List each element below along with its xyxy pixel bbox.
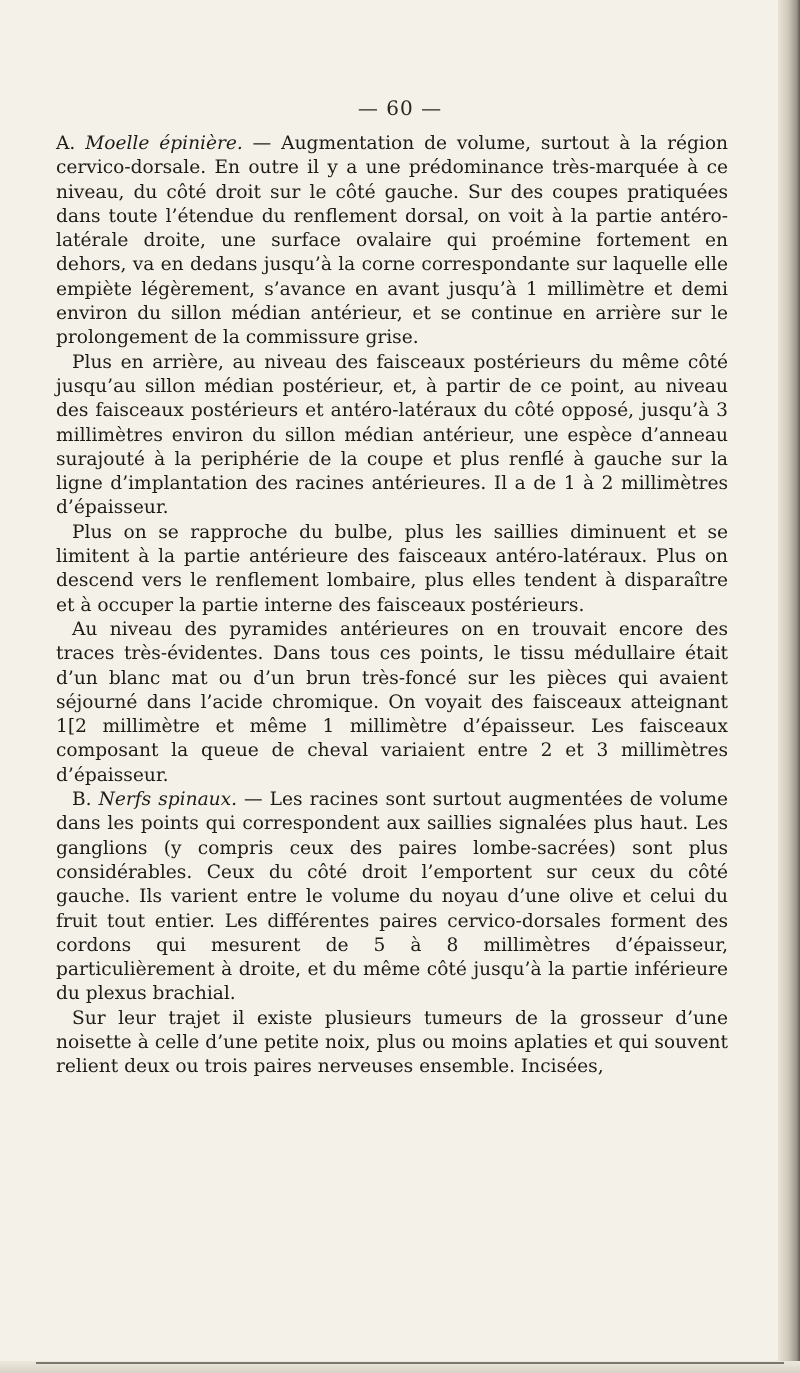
paragraph-moelle-epiniere (56, 132, 728, 351)
paragraph: Plus on se rapproche du bulbe, plus les saillies diminuent et se limitent à la partie antérieure des faisceaux antéro-latéraux. Plus on descend vers le renflement lombaire, plus elles tendent à disparaître et à occuper la partie interne des faisceaux postérieurs. (56, 521, 728, 616)
paragraph-text: — Augmentation de volume, surtout à la région cervico-dorsale. En outre il y a une prédominance très-marquée à ce niveau, du côté droit sur le côté gauche. Sur des coupes pratiquées dans toute l’étendue du renflement dorsal, on voit à la partie antéro-latérale droite, une surface ovalaire qui proémine fortement en dehors, va en dedans jusqu’à la corne correspondante sur laquelle elle empiète légèrement, s’avance en avant jusqu’à 1 millimètre et demi environ du sillon médian antérieur, et se continue en arrière sur le prolongement de la commissure grise. (56, 133, 729, 349)
body-text (56, 132, 728, 1080)
page-number: — 60 — (357, 96, 443, 120)
paragraph: Plus en arrière, au niveau des faisceaux postérieurs du même côté jusqu’au sillon médian postérieur, et, à partir de ce point, au niveau des faisceaux postérieurs et antéro-latéraux du côté opposé, jusqu’à 3 millimètres environ du sillon médian antérieur, une espèce d’anneau surajouté à la periphérie de la coupe et plus renflé à gauche sur la ligne d’implantation des racines antérieures. Il a de 1 à 2 millimètres d’épaisseur. (56, 351, 728, 519)
paragraph-text: — Les racines sont surtout augmentées de volume dans les points qui correspondent aux saillies signalées plus haut. Les ganglions (y compris ceux des paires lombe-sacrées) sont plus considérables. Ceux du côté droit l’emportent sur ceux du côté gauche. Ils varient entre le volume du noyau d’une olive et celui du fruit tout entier. Les différentes paires cervico-dorsales forment des cordons qui mesurent de 5 à 8 millimètres d’épaisseur, particulièrement à droite, et du même côté jusqu’à la partie inférieure du plexus brachial. (56, 789, 728, 1005)
paragraph: Au niveau des pyramides antérieures on en trouvait encore des traces très-évidentes. Dans tous ces points, le tissu médullaire était d’un blanc mat ou d’un brun très-foncé sur les pièces qui avaient séjourné dans l’acide chromique. On voyait des faisceaux atteignant 1[2 millimètre et même 1 millimètre d’épaisseur. Les faisceaux composant la queue de cheval variaient entre 2 et 3 millimètres d’épaisseur. (56, 618, 728, 786)
bottom-rule (36, 1362, 784, 1364)
section-marker: A. (56, 133, 86, 154)
paragraph: Sur leur trajet il existe plusieurs tumeurs de la grosseur d’une noisette à celle d’une petite noix, plus ou moins aplaties et qui souvent relient deux ou trois paires nerveuses ensemble. Incisées, (56, 1007, 728, 1078)
paragraph-nerfs-spinaux (56, 788, 728, 1007)
section-heading: Moelle épinière. (85, 133, 243, 154)
section-heading: Nerfs spinaux. (98, 789, 238, 811)
section-marker: B. (72, 789, 99, 811)
page-edge-shadow (778, 0, 800, 1373)
